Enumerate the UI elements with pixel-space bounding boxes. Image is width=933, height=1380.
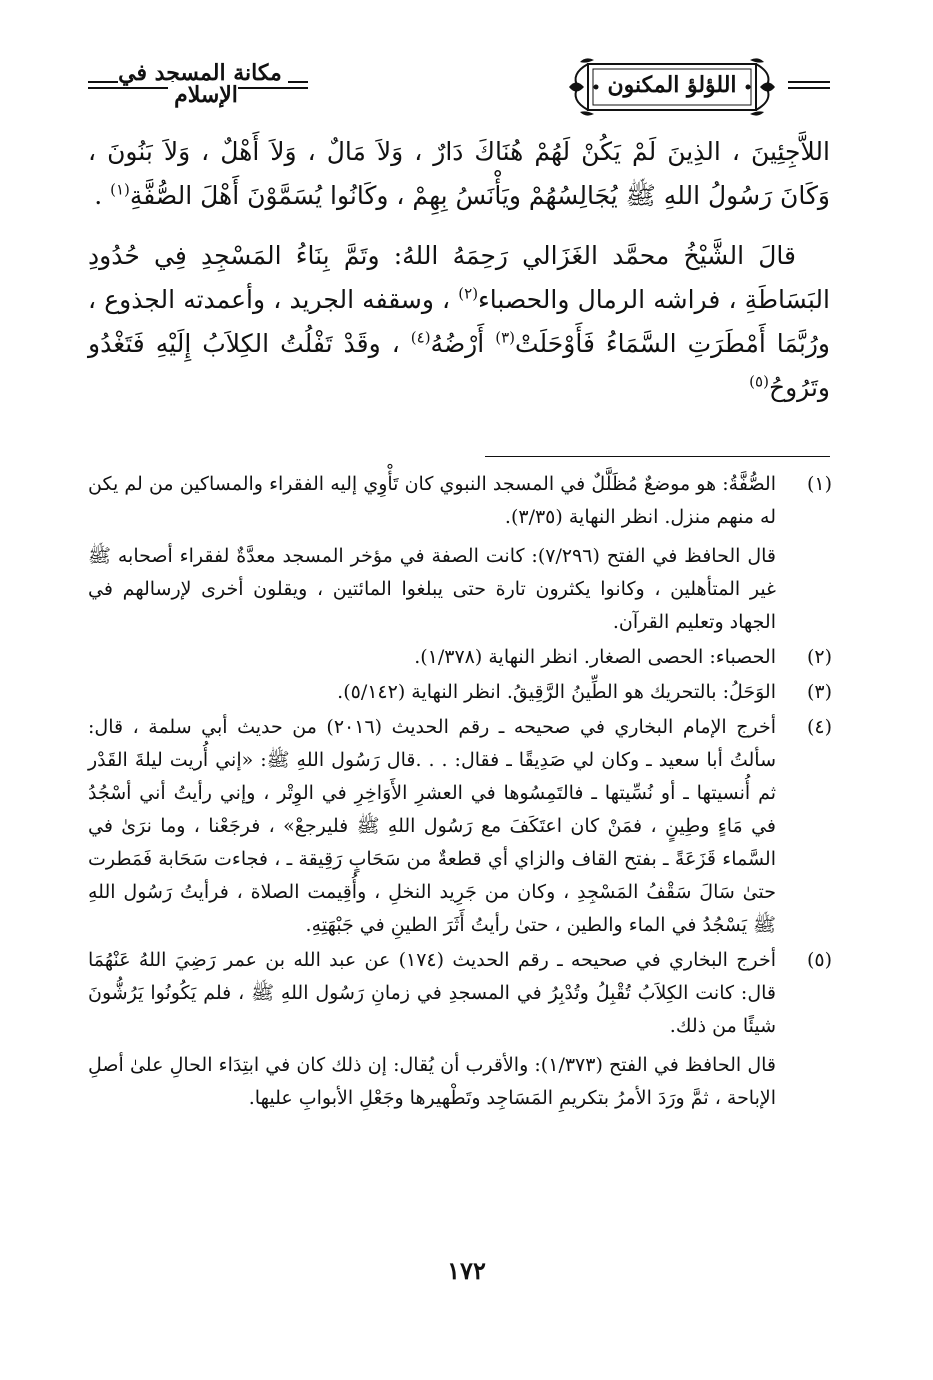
footnote-marker[interactable]: (١) (110, 180, 130, 199)
body-paragraph: اللاَّجِئِينَ ، الذِينَ لَمْ يَكُنْ لَهُمْ هُنَاكَ دَارٌ ، وَلاَ مَالٌ ، وَلاَ أَهْلٌ ، وَلاَ بَنُونَ ، وَكَانَ رَسُولُ اللهِ ﷺ يُجَالِسُهُمْ ويَأْنَسُ بِهِمْ ، وكَانُوا يُسَمَّوْنَ أَهْلَ الصُّفَّةِ$^{(١)}$ . (88, 137, 830, 210)
book-title-cartouche (566, 56, 778, 118)
body-paragraph: قالَ الشَّيْخُ محمَّد الغَزَالي رَحِمَهُ اللهُ: وتَمَّ بِنَاءُ المَسْجِدِ فِي حُدُودِ البَسَاطَةِ ، فراشه الرمال والحصباء$^{(٢)}$ ، وسقفه الجريد ، وأعمدته الجذوع ، ورُبَّمَا أَمْطَرَتِ السَّمَاءُ فَأَوْحَلَتْ$^{(٣)}$ أَرْضُهُ$^{(٤)}$ ، وقَدْ تَفْلُتُ الكِلاَبُ إِلَيْهِ فَتَغْدُو وتَرُوحُ$^{(٥)}$ (88, 241, 830, 402)
footnote (88, 641, 832, 674)
footnote-number: (٤) (806, 716, 832, 738)
footnote (88, 711, 832, 942)
footnote-marker[interactable]: (٥) (749, 372, 769, 391)
footnote-number: (٥) (806, 949, 832, 971)
header-rule-right (788, 81, 830, 89)
footnote-number: (١) (806, 473, 832, 495)
footnote-number: (٢) (806, 646, 832, 668)
footnote-text: قال الحافظ في الفتح (١/٣٧٣): والأقرب أن يُقال: إن ذلك كان في ابتِدَاء الحالِ علىٰ أصلِ الإباحة ، ثمَّ ورَدَ الأمرُ بتكريمِ المَسَاجِد وتَطْهيرها وجَعْلِ الأبوابِ عليها. (88, 1054, 776, 1109)
section-title: مكانة المسجد في الإسلام (88, 62, 318, 106)
footnote-number: (٣) (806, 681, 832, 703)
main-text (88, 130, 830, 410)
footnote-marker[interactable]: (٢) (458, 284, 479, 303)
footnote-separator (485, 456, 830, 457)
footnote (88, 468, 832, 639)
footnote-text: الوَحَلُ: بالتحريك هو الطِّينُ الرَّقِيقُ. انظر النهاية (٥/١٤٢). (337, 681, 776, 703)
footnote-marker[interactable]: (٤) (410, 328, 431, 347)
footnote (88, 944, 832, 1115)
footnote-text: قال الحافظ في الفتح (٧/٢٩٦): كانت الصفة في مؤخر المسجد معدَّةٌ لفقراء أصحابه ﷺ غير المتأهلين ، وكانوا يكثرون تارة حتى يبلغوا المائتين ، ويقلون أخرى لإرسالهم في الجهاد وتعليم القرآن. (88, 545, 776, 633)
footnote-text: أخرج البخاري في صحيحه ـ رقم الحديث (١٧٤) عن عبد الله بن عمر رَضِيَ اللهُ عَنْهُمَا قال: كانت الكِلاَبُ تُقْبِلُ وتُدْبِرُ في المسجدِ في زمانِ رَسُول اللهِ ﷺ ، فلم يَكُونُوا يَرُشُّونَ شيئًا من ذلك. (88, 949, 776, 1037)
footnote-text: أخرج الإمام البخاري في صحيحه ـ رقم الحديث (٢٠١٦) من حديث أبي سلمة ، قال: سألتُ أبا سعيد ـ وكان لي صَدِيقًا ـ فقال: . . .قال رَسُول اللهِ ﷺ: «إني أُريت ليلةَ القَدْر ثم أُنسيتها ـ أو نُسِّيتها ـ فالتَمِسُوها في العشرِ الأَوَاخِرِ في الوِتْر ، وإني رأيتُ أني أسْجُدُ في مَاءٍ وطِينٍ ، فمَنْ كان اعتَكَفَ مع رَسُول اللهِ ﷺ فليرجعْ» ، فرجَعْنا ، وما نرَىٰ في السَّماء قَزَعَةً ـ بفتح القاف والزاي أي قطعةٌ من سَحَابٍ رَقِيقة ـ ، فجاءت سَحَابة فَمَطرت حتىٰ سَالَ سَقْفُ المَسْجِدِ ، وكان من جَرِيد النخلِ ، وأُقِيمت الصلاة ، فرأيتُ رَسُول اللهِ ﷺ يَسْجُدُ في الماء والطين ، حتىٰ رأيتُ أَثَرَ الطينِ في جَبْهَتِهِ. (88, 716, 776, 936)
running-header (88, 50, 830, 124)
footnote-text: الحصباء: الحصى الصغار. انظر النهاية (١/٣٧٨). (414, 646, 776, 668)
footnote-marker[interactable]: (٣) (495, 328, 515, 347)
footnote (88, 676, 832, 709)
footnotes (88, 468, 832, 1117)
footnote-text: الصُّفَّةُ: هو موضعٌ مُظَلَّلٌ في المسجد النبوي كان تَأْوِي إليه الفقراء والمساكين من لم يكن له منهم منزل. انظر النهاية (٣/٣٥). (88, 473, 776, 528)
page-number: ١٧٢ (447, 1256, 486, 1285)
book-title: اللؤلؤ المكنون (607, 72, 737, 98)
